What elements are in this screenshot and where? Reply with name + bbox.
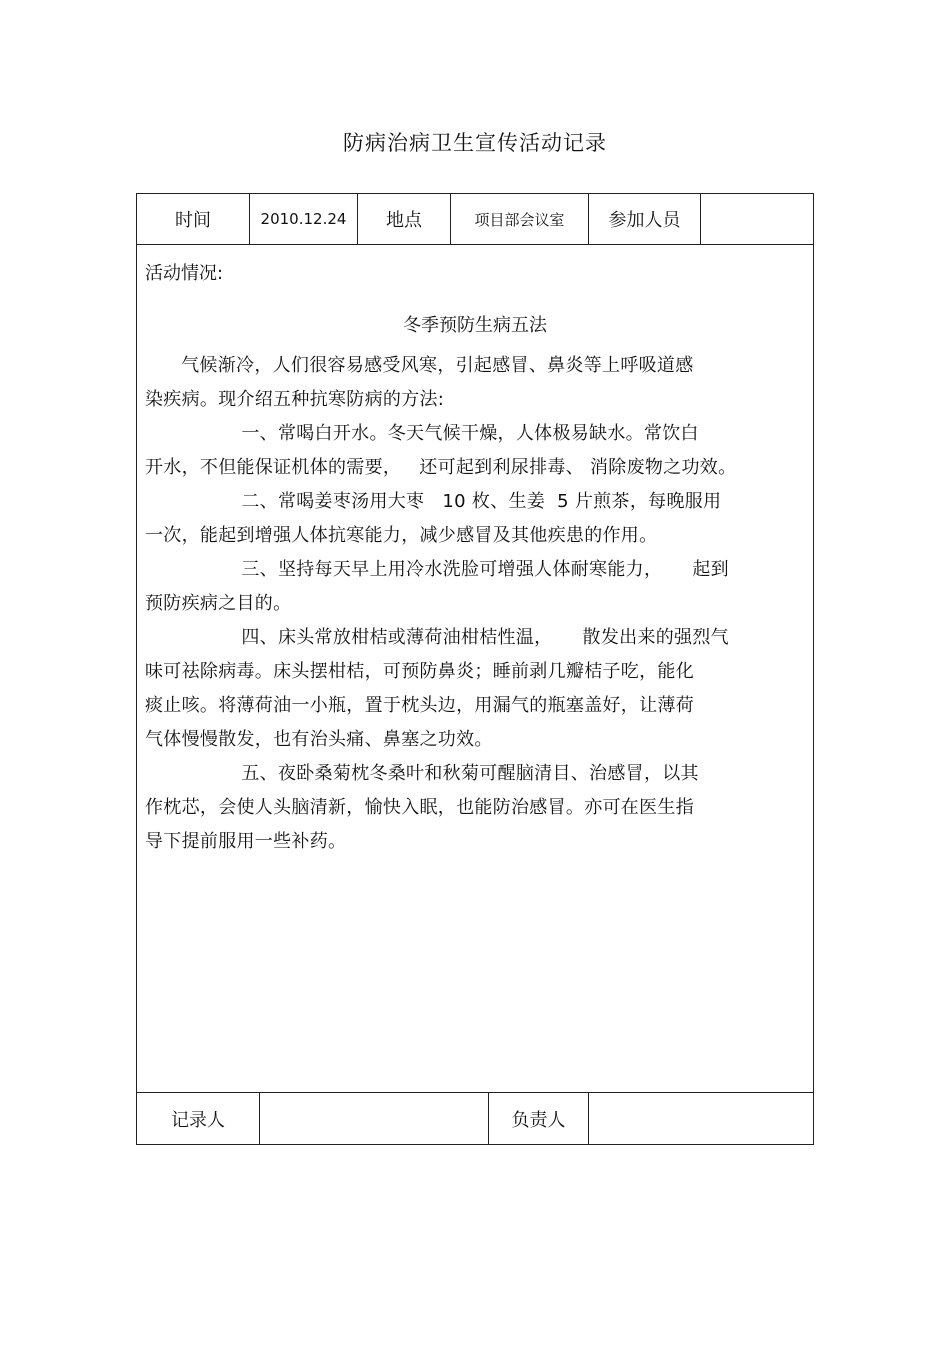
participants-label: 参加人员	[589, 194, 701, 244]
responsible-label: 负责人	[489, 1093, 589, 1144]
record-table	[136, 193, 814, 1145]
body-text-line: 染疾病。现介绍五种抗寒防病的方法:	[145, 389, 445, 410]
body-text-line: 开水，不但能保证机体的需要， 还可起到利尿排毒、 消除废物之功效。	[145, 457, 737, 478]
document-title: 防病治病卫生宣传活动记录	[343, 131, 607, 155]
participants-value	[701, 194, 812, 244]
time-label: 时间	[137, 194, 250, 244]
body-text-line: 导下提前服用一些补药。	[145, 831, 347, 852]
body-text-line: 五、夜卧桑菊枕冬桑叶和秋菊可醒脑清目、治感冒，以其	[145, 763, 699, 784]
footer-row	[137, 1093, 813, 1144]
place-value: 项目部会议室	[451, 194, 589, 244]
body-text-line: 气候渐冷，人们很容易感受风寒，引起感冒、鼻炎等上呼吸道感	[145, 355, 694, 376]
body-text-line: 作枕芯，会使人头脑清新，愉快入眠，也能防治感冒。亦可在医生指	[145, 797, 694, 818]
header-row	[137, 194, 813, 245]
body-text-line: 二、常喝姜枣汤用大枣 10 枚、生姜 5 片煎茶，每晚服用	[145, 491, 722, 512]
recorder-label: 记录人	[137, 1093, 260, 1144]
responsible-value	[589, 1093, 812, 1144]
body-text-line: 四、床头常放柑桔或薄荷油柑桔性温， 散发出来的强烈气	[145, 627, 729, 648]
body-text-line: 一、常喝白开水。冬天气候干燥，人体极易缺水。常饮白	[145, 423, 699, 444]
recorder-value	[260, 1093, 489, 1144]
body-text-line: 三、坚持每天早上用冷水洗脸可增强人体耐寒能力， 起到	[145, 559, 729, 580]
activity-section-label: 活动情况:	[145, 263, 224, 284]
activity-content	[137, 245, 813, 1093]
body-text-line: 味可祛除病毒。床头摆柑桔，可预防鼻炎；睡前剥几瓣桔子吃，能化	[145, 661, 694, 682]
body-text-line: 预防疾病之目的。	[145, 593, 292, 614]
body-text-line: 痰止咳。将薄荷油一小瓶，置于枕头边，用漏气的瓶塞盖好，让薄荷	[145, 695, 694, 716]
place-label: 地点	[358, 194, 451, 244]
article-title: 冬季预防生病五法	[403, 315, 547, 336]
body-text-line: 气体慢慢散发，也有治头痛、鼻塞之功效。	[145, 729, 493, 750]
body-text-line: 一次，能起到增强人体抗寒能力，减少感冒及其他疾患的作用。	[145, 525, 658, 546]
time-value: 2010.12.24	[250, 194, 358, 244]
